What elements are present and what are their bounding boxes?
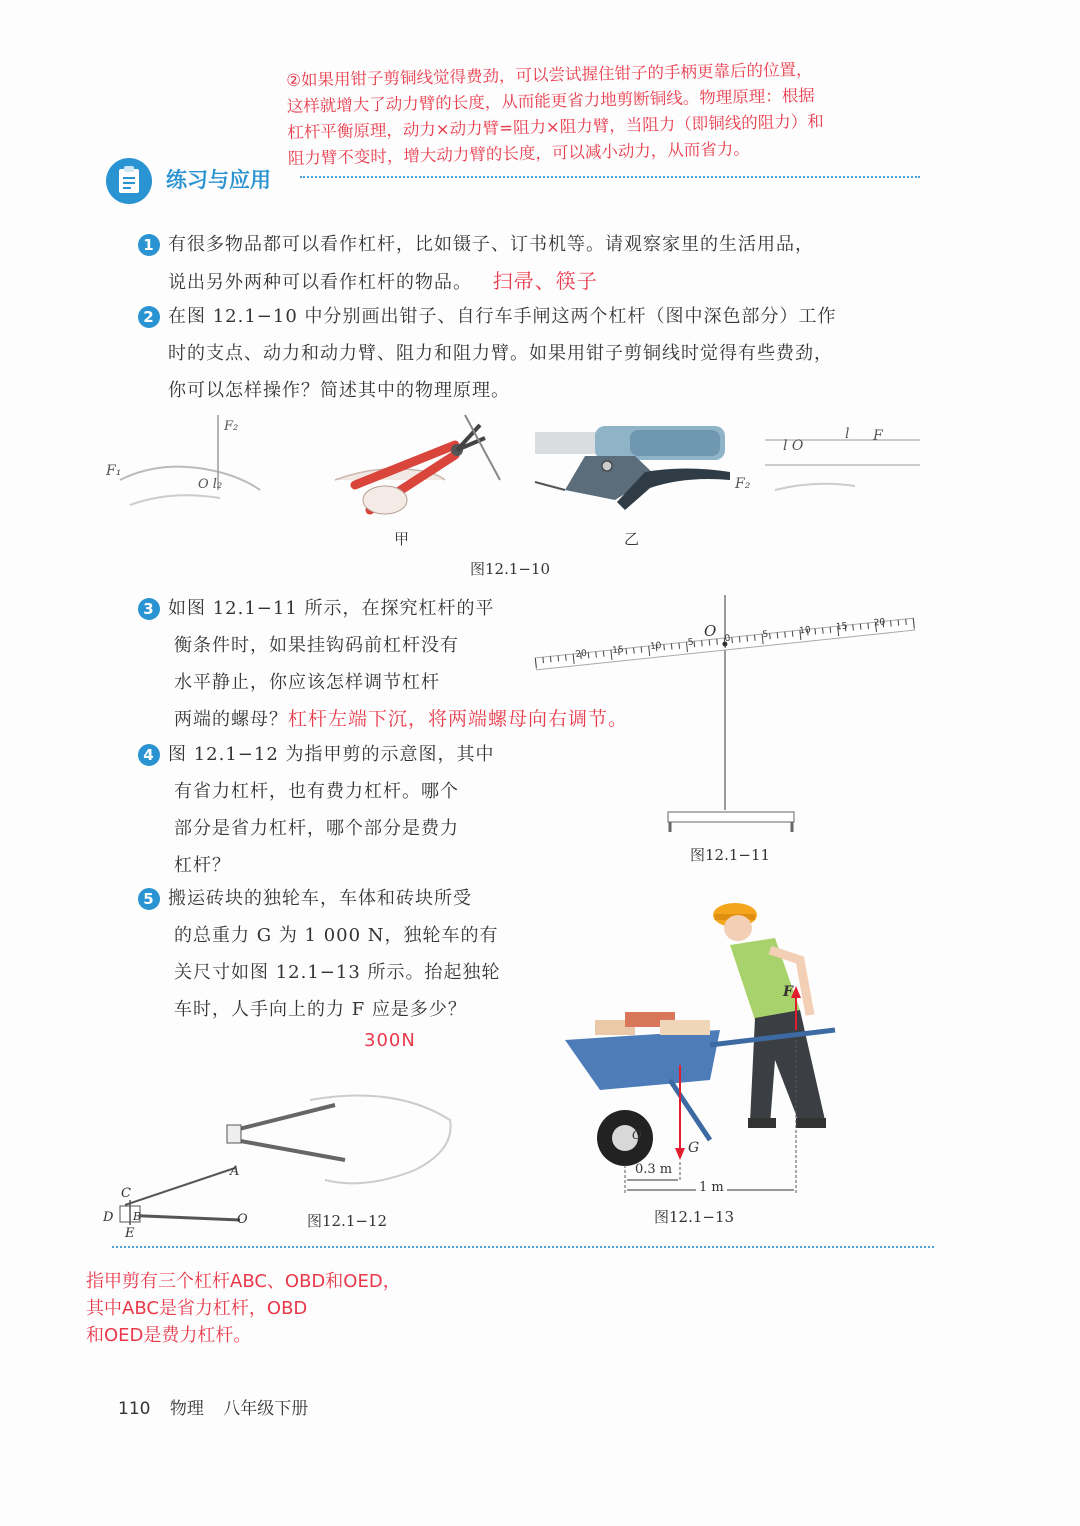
ruler-tick <box>853 625 854 631</box>
question-text: 关尺寸如图 12.1−13 所示。抬起独轮 <box>174 962 501 983</box>
scale-label: 0 <box>724 633 731 645</box>
scale-label: 20 <box>575 648 588 660</box>
question-text: 搬运砖块的独轮车，车体和砖块所受 <box>168 888 472 909</box>
annotation-bottom-line: 和OED是费力杠杆。 <box>86 1325 252 1346</box>
ruler-tick <box>717 639 718 645</box>
ruler-tick <box>626 648 627 654</box>
ruler-tick <box>823 628 824 634</box>
annotation-bottom-line: 指甲剪有三个杠杆ABC、OBD和OED， <box>86 1271 401 1292</box>
answer-text: 杠杆左端下沉，将两端螺母向右调节。 <box>288 708 629 730</box>
ruler-tick <box>830 627 831 633</box>
lever-stand-illustration <box>530 590 930 840</box>
ruler-tick <box>588 652 589 658</box>
section-title: 练习与应用 <box>166 168 271 192</box>
question-number: 5 <box>138 888 160 910</box>
section-divider <box>112 1246 934 1248</box>
svg-text:F₂: F₂ <box>224 419 239 434</box>
point-label-c: C <box>121 1186 131 1201</box>
ruler-tick <box>732 637 733 643</box>
figure-caption: 图12.1−12 <box>307 1212 388 1230</box>
question-5 <box>138 880 518 1054</box>
ruler-tick <box>755 635 756 641</box>
ruler-tick <box>860 624 861 630</box>
pliers-illustration <box>315 410 515 540</box>
question-text: 有很多物品都可以看作杠杆，比如镊子、订书机等。请观察家里的生活用品， <box>168 234 814 255</box>
question-text: 水平静止，你应该怎样调节杠杆 <box>174 672 440 693</box>
ruler-tick <box>785 632 786 638</box>
question-number: 4 <box>138 744 160 766</box>
ruler-tick <box>694 641 695 647</box>
point-label-a: A <box>230 1164 240 1179</box>
answer-text: 300N <box>364 1030 416 1051</box>
ruler-tick <box>566 655 567 661</box>
ruler-tick <box>558 656 559 662</box>
section-divider <box>300 176 920 178</box>
point-label-o: O <box>237 1212 248 1227</box>
scale-label: 10 <box>649 640 663 653</box>
ruler-tick <box>596 652 597 658</box>
annotation-top-line: 这样就增大了动力臂的长度，从而能更省力地剪断铜线。物理原理：根据 <box>286 85 815 116</box>
ruler-tick <box>898 620 899 626</box>
figure-12-1-11 <box>530 590 930 870</box>
scale-label: 5 <box>687 637 695 649</box>
figure-label-b: 乙 <box>624 530 640 548</box>
question-text: 有省力杠杆，也有费力杠杆。哪个 <box>174 781 459 802</box>
question-text: 图 12.1−12 为指甲剪的示意图，其中 <box>168 744 495 765</box>
point-label-e: E <box>125 1226 135 1241</box>
force-label-g: G <box>688 1140 700 1156</box>
ruler-tick <box>891 621 892 627</box>
question-text: 你可以怎样操作？简述其中的物理原理。 <box>168 380 510 401</box>
ruler-tick <box>747 636 748 642</box>
figure-12-1-10 <box>90 400 930 580</box>
question-text: 时的支点、动力和动力臂、阻力和阻力臂。如果用钳子剪铜线时觉得有些费劲， <box>168 343 833 364</box>
annotation-top-line: ②如果用钳子剪铜线觉得费劲，可以尝试握住钳子的手柄更靠后的位置， <box>286 59 813 90</box>
figure-caption: 图12.1−13 <box>654 1208 735 1226</box>
subject-label: 物理 <box>169 1399 204 1419</box>
question-number: 2 <box>138 306 160 328</box>
annotation-bottom <box>86 1268 401 1349</box>
svg-text:F: F <box>873 428 883 444</box>
question-text: 两端的螺母？ <box>174 709 288 730</box>
svg-text:l O: l O <box>783 438 804 454</box>
svg-text:F₂: F₂ <box>735 476 751 492</box>
scale-label: 15 <box>835 621 849 633</box>
question-number: 3 <box>138 598 160 620</box>
ruler-tick <box>868 623 869 629</box>
svg-text:O l₂: O l₂ <box>198 477 223 492</box>
ruler-tick <box>603 651 604 657</box>
wheelbarrow-worker-illustration <box>560 890 850 1200</box>
ruler-tick <box>739 636 740 642</box>
question-text: 说出另外两种可以看作杠杆的物品。 <box>168 272 472 293</box>
annotation-top <box>286 57 825 172</box>
ruler-tick <box>543 657 544 663</box>
ruler-tick <box>550 656 551 662</box>
question-text: 在图 12.1−10 中分别画出钳子、自行车手闸这两个杠杆（图中深色部分）工作 <box>168 306 837 327</box>
scale-label: 5 <box>761 629 769 641</box>
question-2 <box>138 298 938 409</box>
force-label-f: F <box>783 984 793 1000</box>
question-1 <box>138 226 938 301</box>
ruler-tick <box>777 632 778 638</box>
ruler-tick <box>770 633 771 639</box>
scale-label: 20 <box>873 617 886 629</box>
annotation-top-line: 杠杆平衡原理，动力×动力臂=阻力×阻力臂，当阻力（即铜线的阻力）和 <box>287 111 824 142</box>
page-footer <box>118 1394 308 1419</box>
ruler-tick <box>679 643 680 649</box>
question-text: 部分是省力杠杆，哪个部分是费力 <box>174 818 459 839</box>
ruler-tick <box>906 619 907 625</box>
question-number: 1 <box>138 234 160 256</box>
figure-caption: 图12.1−11 <box>690 846 771 864</box>
bike-brake-lever-illustration <box>535 420 745 530</box>
pliers-sketch-illustration <box>90 410 280 540</box>
ruler-tick <box>671 644 672 650</box>
point-label-b: B <box>133 1210 142 1223</box>
question-text: 衡条件时，如果挂钩码前杠杆没有 <box>174 635 459 656</box>
scale-label: 10 <box>798 625 812 637</box>
annotation-top-line: 阻力臂不变时，增大动力臂的长度，可以减小动力，从而省力。 <box>287 139 750 168</box>
pivot-label: O <box>704 622 717 640</box>
ruler-tick <box>634 648 635 654</box>
brake-sketch-illustration <box>735 420 925 510</box>
point-label-d: D <box>103 1210 114 1225</box>
svg-text:l: l <box>845 426 850 442</box>
ruler-tick <box>815 629 816 635</box>
ruler-tick <box>641 647 642 653</box>
question-4 <box>138 736 518 884</box>
ruler-tick <box>702 640 703 646</box>
scale-label: 15 <box>611 644 625 657</box>
dimension-label: 0.3 m <box>635 1162 673 1177</box>
question-text: 如图 12.1−11 所示，在探究杠杆的平 <box>168 598 495 619</box>
clipboard-pencil-icon <box>104 156 154 206</box>
page-number: 110 <box>118 1399 151 1419</box>
answer-text: 扫帚、筷子 <box>492 269 598 293</box>
annotation-bottom-line: 其中ABC是省力杠杆，OBD <box>86 1298 308 1319</box>
figure-12-1-13 <box>560 890 850 1230</box>
figure-label-a: 甲 <box>394 530 410 548</box>
svg-text:F₁: F₁ <box>106 463 122 479</box>
figure-12-1-12 <box>95 1080 465 1240</box>
question-text: 杠杆？ <box>174 855 231 876</box>
figure-caption: 图12.1−10 <box>470 560 551 578</box>
grade-label: 八年级下册 <box>223 1399 309 1419</box>
ruler-tick <box>792 631 793 637</box>
section-header <box>104 156 934 206</box>
ruler-tick <box>664 644 665 650</box>
ruler-tick <box>709 640 710 646</box>
pivot-label-o: O <box>632 1128 642 1142</box>
nail-clipper-illustration <box>95 1080 465 1240</box>
dimension-label: 1 m <box>696 1180 727 1195</box>
question-text: 车时，人手向上的力 F 应是多少？ <box>174 999 467 1020</box>
question-text: 的总重力 G 为 1 000 N，独轮车的有 <box>174 925 499 946</box>
